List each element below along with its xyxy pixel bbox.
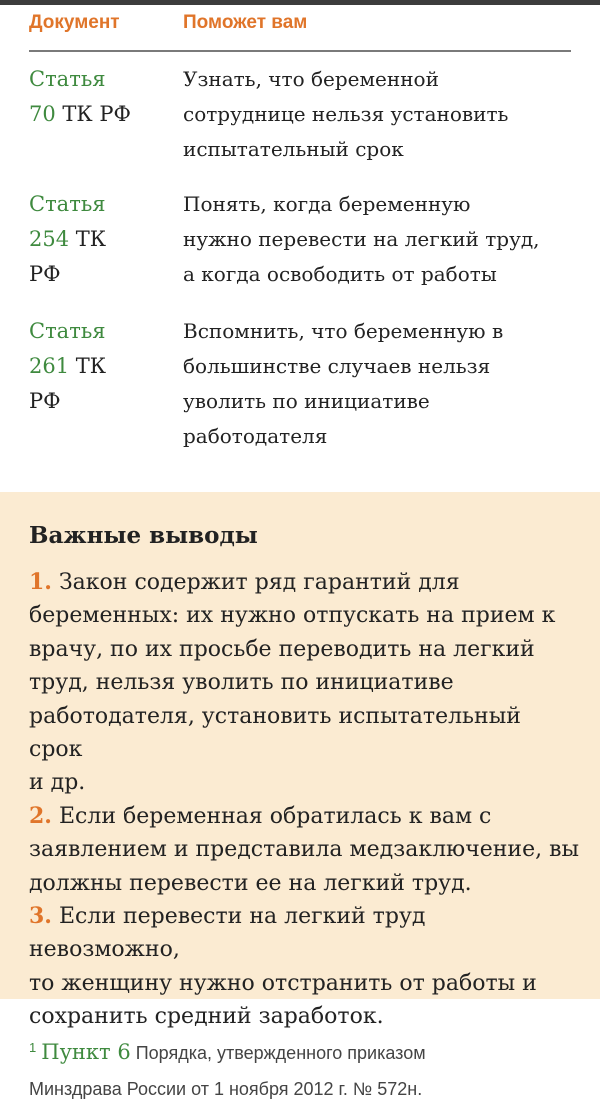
footnote-marker: 1 <box>29 1040 37 1055</box>
conclusion-line <box>29 566 579 599</box>
conclusion-line: работодателя, установить испытательный срок <box>29 703 521 763</box>
help-line: Понять, когда беременную <box>183 192 471 216</box>
conclusion-line: заявлением и представила медзаключение, вы <box>29 837 579 863</box>
help-line: а когда освободить от работы <box>183 262 497 286</box>
help-cell <box>183 314 563 454</box>
conclusion-line: сохранить средний заработок. <box>29 1004 384 1030</box>
conclusions-title: Важные выводы <box>29 522 258 549</box>
article-link[interactable]: Статья <box>29 319 106 343</box>
conclusion-line: врачу, по их просьбе переводить на легкий <box>29 636 535 662</box>
document-cell <box>29 187 139 292</box>
code-label-cont: РФ <box>29 389 61 413</box>
footnote-link[interactable]: Пункт 6 <box>41 1040 131 1064</box>
conclusion-line: должны перевести ее на легкий труд. <box>29 870 472 896</box>
line-text: Если беременная обратилась к вам с <box>58 803 492 829</box>
help-cell <box>183 62 563 167</box>
conclusion-line: труд, нельзя уволить по инициативе <box>29 670 454 696</box>
conclusion-item <box>29 566 579 800</box>
line-text: Если перевести на легкий труд невозможно, <box>29 904 426 963</box>
line-text: Закон содержит ряд гарантий для <box>58 570 460 595</box>
code-label-cont: РФ <box>29 262 61 286</box>
document-cell <box>29 62 139 132</box>
conclusions-list <box>29 566 579 1034</box>
footnote <box>29 1030 574 1104</box>
item-number: 1. <box>29 569 52 595</box>
conclusion-line: беременных: их нужно отпускать на прием к <box>29 603 556 629</box>
item-number: 2. <box>29 802 52 829</box>
table-header <box>29 12 571 52</box>
conclusion-line <box>29 800 579 833</box>
top-divider-bar <box>0 0 600 5</box>
help-line: работодателя <box>183 424 328 448</box>
help-line: Вспомнить, что беременную в <box>183 319 504 343</box>
help-line: испытательный срок <box>183 137 404 161</box>
help-line: большинстве случаев нельзя <box>183 354 491 378</box>
article-number-link[interactable]: 261 <box>29 354 70 378</box>
footnote-text: Порядка, утвержденного приказом <box>135 1043 426 1063</box>
footnote-line <box>29 1030 574 1071</box>
help-line: Узнать, что беременной <box>183 67 439 91</box>
conclusions-panel <box>0 492 600 1030</box>
help-line: сотруднице нельзя установить <box>183 102 509 126</box>
conclusion-item <box>29 800 579 900</box>
article-link[interactable]: Статья <box>29 67 106 91</box>
code-label: ТК РФ <box>62 102 131 126</box>
help-line: нужно перевести на легкий труд, <box>183 227 540 251</box>
code-label: ТК <box>75 354 107 378</box>
header-document: Документ <box>29 12 120 33</box>
conclusion-item <box>29 900 579 1034</box>
conclusion-line: то женщину нужно отстранить от работы и <box>29 970 537 996</box>
article-number-link[interactable]: 70 <box>29 102 56 126</box>
article-link[interactable]: Статья <box>29 192 106 216</box>
conclusion-line: и др. <box>29 770 86 796</box>
footnote-line: Минздрава России от 1 ноября 2012 г. № 572н. <box>29 1079 423 1099</box>
article-number-link[interactable]: 254 <box>29 227 70 251</box>
document-cell <box>29 314 139 419</box>
header-help: Поможет вам <box>183 12 308 33</box>
help-cell <box>183 187 563 292</box>
code-label: ТК <box>75 227 107 251</box>
item-number: 3. <box>29 903 52 930</box>
help-line: уволить по инициативе <box>183 389 430 413</box>
conclusion-line <box>29 900 579 967</box>
